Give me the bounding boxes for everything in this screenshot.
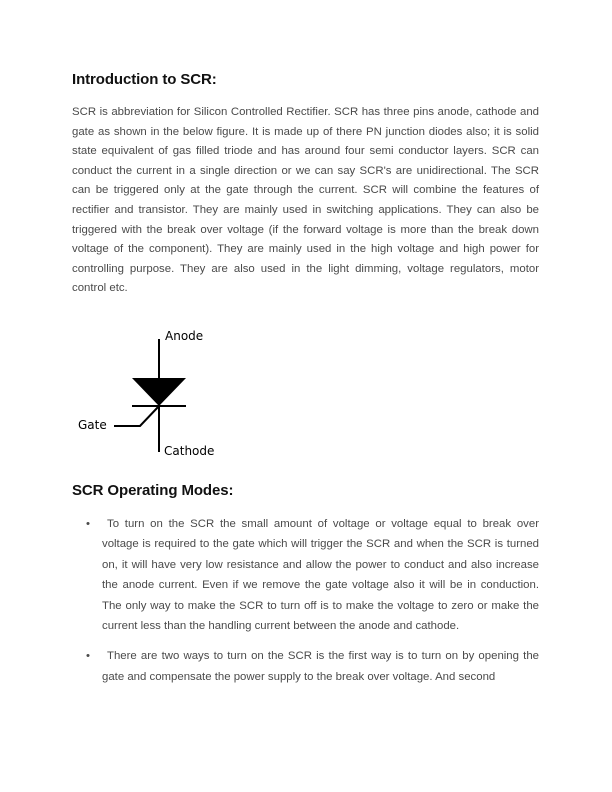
intro-paragraph: SCR is abbreviation for Silicon Controlled Rectifier. SCR has three pins anode, cathode and gate as shown in the below figure. It is made up of there PN junction diodes also; it is solid state equivalent of gas filled triode and has around four semi conductor layers. SCR can conduct the current in a single direction or we can say SCR's are unidirectional. The SCR can be triggered only at the gate through the current. SCR will combine the features of rectifier and transistor. They are mainly used in switching applications. They can also be triggered with the break over voltage (if the forward voltage is more than the break down voltage of the component). They are mainly used in the high voltage and high power for controlling purpose. They are also used in the light dimming, voltage regulators, motor control etc. — [72, 106, 539, 295]
modes-list — [72, 514, 539, 697]
scr-symbol-diagram — [72, 322, 232, 462]
diode-triangle — [132, 378, 186, 406]
intro-heading: Introduction to SCR: — [72, 71, 217, 88]
list-item — [72, 514, 539, 636]
modes-heading: SCR Operating Modes: — [72, 482, 234, 499]
cathode-label: Cathode — [164, 444, 215, 458]
gate-lead — [114, 406, 159, 426]
gate-label: Gate — [78, 418, 107, 432]
list-item-text: To turn on the SCR the small amount of voltage or voltage equal to break over voltage is required to the gate which will trigger the SCR and when the SCR is turned on, it will have very low resistance and allow the power to conduct and also increase the anode current. Even if we remove the gate voltage also it will be in conduction. The only way to make the SCR to turn off is to make the voltage to zero or make the current less than the handling current between the anode and cathode. — [102, 518, 539, 633]
scr-symbol-figure — [72, 322, 232, 462]
bullet-icon: • — [86, 650, 90, 663]
list-item — [72, 646, 539, 687]
bullet-icon: • — [86, 518, 90, 530]
list-item-text: There are two ways to turn on the SCR is the first way is to turn on by opening the gate and compensate the power supply to the break over voltage. And second — [102, 650, 539, 683]
anode-label: Anode — [165, 329, 204, 343]
